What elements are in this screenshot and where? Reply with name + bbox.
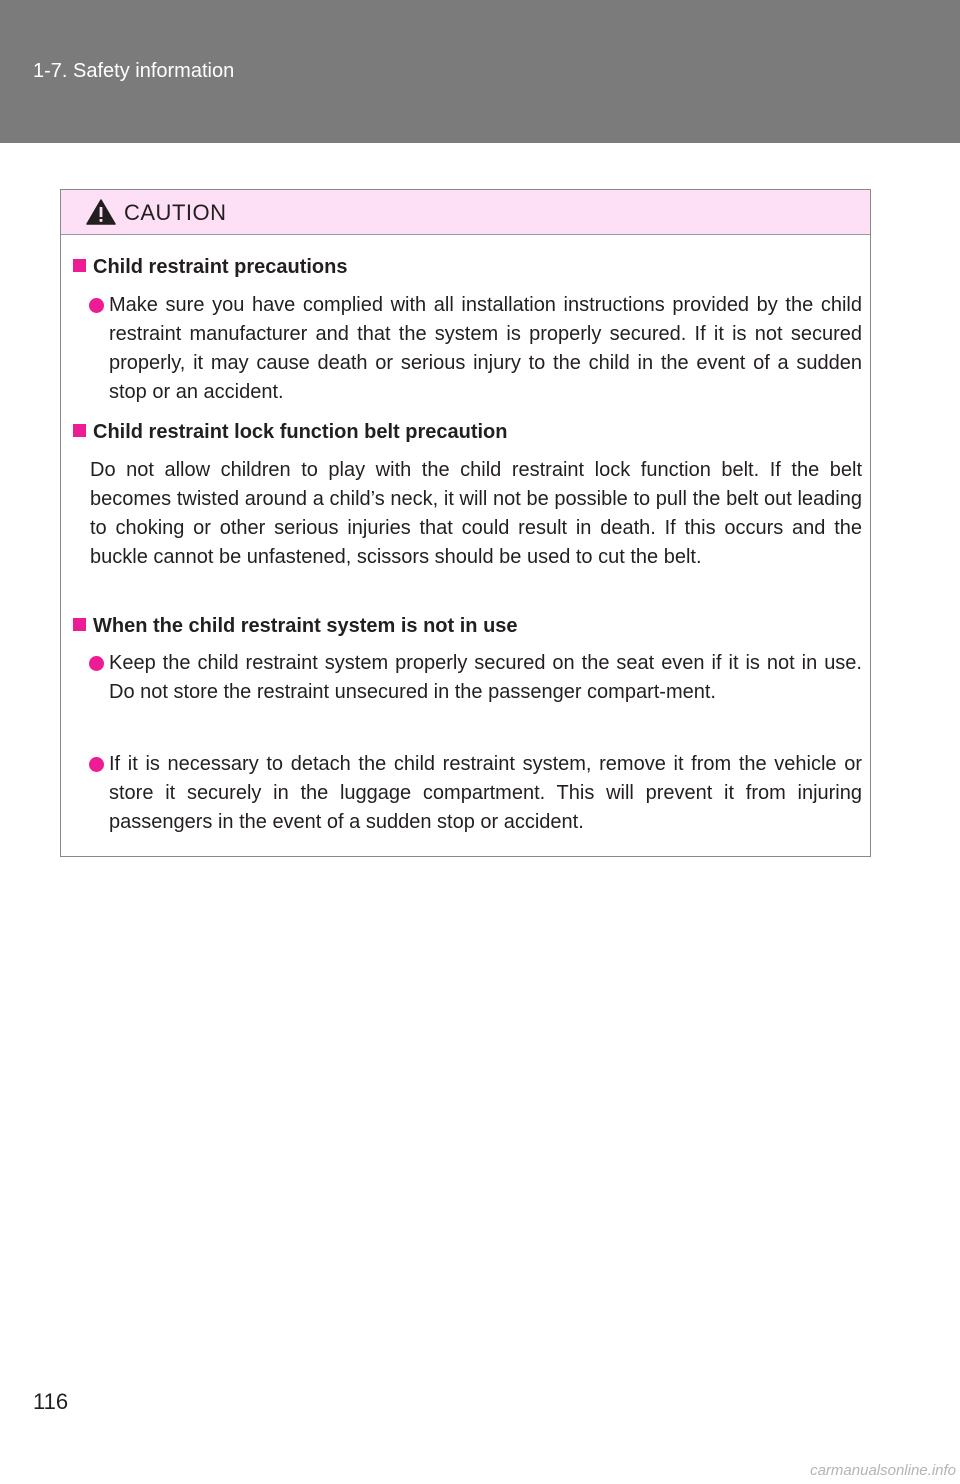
bullet-text: If it is necessary to detach the child restraint system, remove it from the vehicle or store it securely in the luggage compartment. This will prevent it from injuring passengers in the event of a sudden stop or accident. bbox=[109, 753, 862, 833]
page-number: 116 bbox=[33, 1389, 69, 1414]
section-title: 1-7. Safety information bbox=[33, 60, 235, 82]
caution-box bbox=[60, 189, 871, 857]
round-bullet-icon bbox=[89, 298, 104, 313]
bullet-item bbox=[89, 649, 862, 707]
caution-header bbox=[61, 190, 870, 235]
section-heading-child-restraint-precautions bbox=[73, 256, 348, 279]
section-heading-lock-function-belt bbox=[73, 421, 507, 444]
round-bullet-icon bbox=[89, 656, 104, 671]
warning-triangle-icon bbox=[86, 199, 116, 225]
section-heading-text: Child restraint lock function belt precaution bbox=[93, 421, 508, 443]
section-heading-text: Child restraint precautions bbox=[93, 256, 348, 278]
caution-title: CAUTION bbox=[124, 200, 227, 225]
watermark: carmanualsonline.info bbox=[810, 1462, 956, 1479]
bullet-item bbox=[89, 291, 862, 407]
bullet-text: Keep the child restraint system properly secured on the seat even if it is not in use. Do not store the restraint unsecured in the passenger compart-ment. bbox=[109, 652, 862, 703]
header-band bbox=[0, 0, 960, 143]
bullet-item bbox=[89, 750, 862, 837]
section-paragraph: Do not allow children to play with the child restraint lock function belt. If the belt becomes twisted around a child’s neck, it will not be possible to pull the belt out leading to choking or other serious injuries that could result in death. If this occurs and the buckle cannot be unfastened, scissors should be used to cut the belt. bbox=[90, 459, 862, 568]
section-heading-not-in-use bbox=[73, 615, 518, 638]
square-bullet-icon bbox=[73, 259, 86, 272]
square-bullet-icon bbox=[73, 424, 86, 437]
round-bullet-icon bbox=[89, 757, 104, 772]
bullet-text: Make sure you have complied with all installation instructions provided by the child restraint manufacturer and that the system is properly secured. If it is not secured properly, it may cause death or serious injury to the child in the event of a sudden stop or an accident. bbox=[109, 294, 862, 403]
square-bullet-icon bbox=[73, 618, 86, 631]
section-heading-text: When the child restraint system is not in use bbox=[93, 615, 518, 637]
